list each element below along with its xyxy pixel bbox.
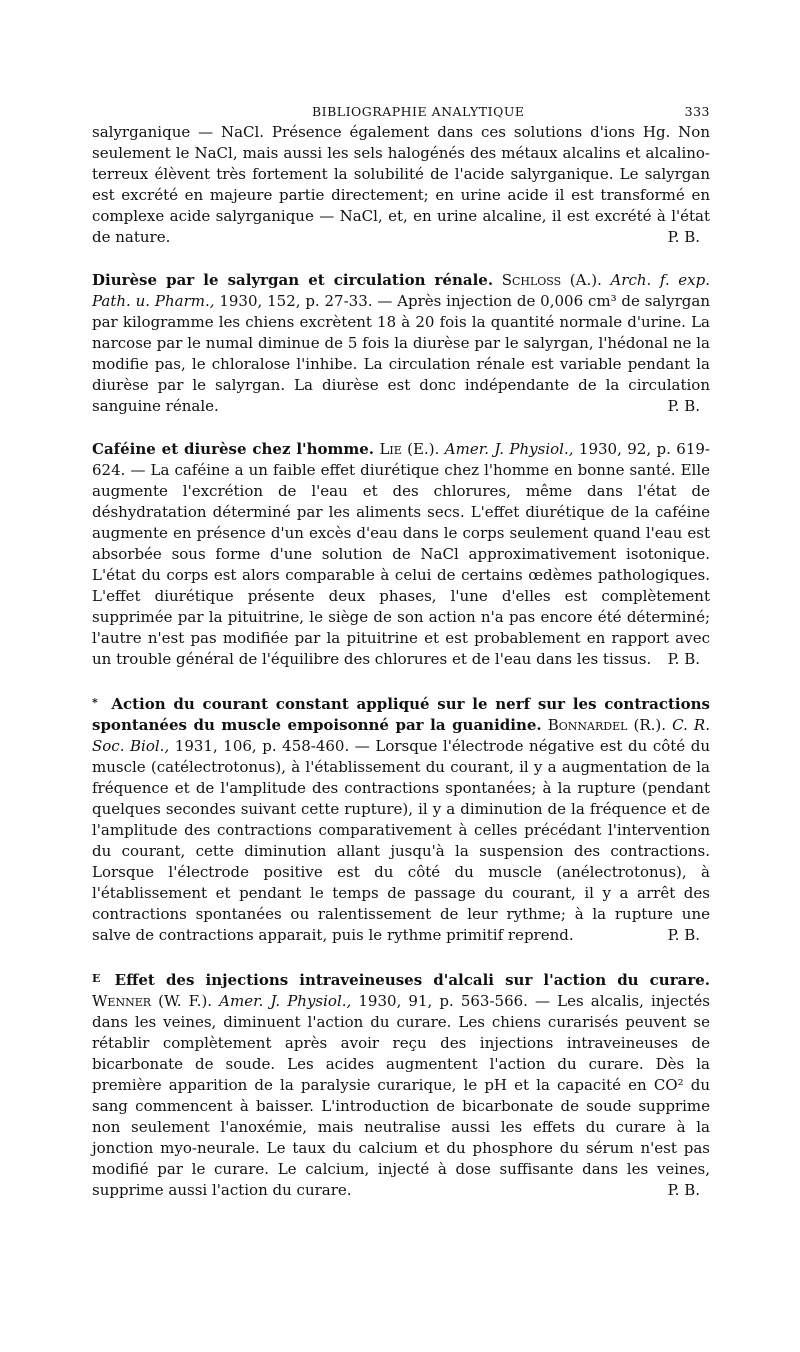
entry-journal: Arch. f. exp. Path. u. Pharm.,: [92, 271, 710, 310]
abstract-text: Lorsque l'électrode négative est du côté du muscle (catélectrotonus), à l'établissement du courant, il y a augmentation de la fréquence et de l'amplitude des contractions spontanées; à la rupture (pendant quelques secondes suivant cette rupture), il y a diminution de la fréquence et de l'amplitude des contractions comparativement à celles précédant l'intervention du courant, cette diminution allant jusqu'à la suspension des contractions. Lorsque l'électrode positive est du côté du muscle (anélectrotonus), à l'établissement et pendant le temps de passage du courant, il y a arrêt des contractions spontanées ou ralentissement de leur rythme; à la rupture une salve de contractions apparait, puis le rythme primitif reprend.: [92, 737, 710, 944]
entry-title: Diurèse par le salyrgan et circulation rénale.: [92, 271, 494, 289]
signature: P. B.: [667, 926, 700, 944]
page-number: 333: [684, 104, 710, 119]
abstract-text: salyrganique — NaCl. Présence également dans ces solutions d'ions Hg. Non seulement le NaCl, mais aussi les sels halogénés des métaux alcalins et alcalino-terreux élèvent très fortement la solubilité de l'acide salyrganique. Le salyrgan est excrété en majeure partie directement; en urine acide il est transformé en complexe acide salyrganique — NaCl, et, en urine alcaline, il est excrété à l'état de nature.: [92, 123, 710, 246]
entry-journal: Amer. J. Physiol.,: [219, 992, 352, 1010]
abstract-text: Les alcalis, injectés dans les veines, diminuent l'action du curare. Les chiens curarisés peuvent se rétablir complètement après avoir reçu des injections intraveineuses de bicarbonate de soude. Les acides augmentent l'action du curare. Dès la première apparition de la paralysie curarique, le pH et la capacité en CO² du sang commencent à baisser. L'introduction de bicarbonate de soude supprime non seulement l'anoxémie, mais neutralise aussi les effets du curare à la jonction myo-neurale. Le taux du calcium et du phosphore du sérum n'est pas modifié par le curare. Le calcium, injecté à dose suffisante dans les veines, supprime aussi l'action du curare.: [92, 992, 710, 1199]
entry-title: Effet des injections intraveineuses d'alcali sur l'action du curare.: [114, 971, 710, 989]
signature: P. B.: [667, 228, 700, 246]
entry-author: Lie (E.).: [379, 440, 440, 458]
page: [92, 98, 710, 1201]
entry-reference: 1931, 106, p. 458-460. —: [174, 737, 370, 755]
entry-mark: *: [92, 696, 98, 709]
entry-title: Caféine et diurèse chez l'homme.: [92, 440, 375, 458]
signature: P. B.: [667, 650, 700, 668]
entry-reference: 1930, 91, p. 563-566. —: [358, 992, 551, 1010]
entry-author: Bonnardel (R.).: [547, 716, 667, 734]
signature: P. B.: [667, 1181, 700, 1199]
entry-author: Schloss (A.).: [501, 271, 602, 289]
abstract-entry: [92, 270, 710, 417]
abstract-entry: [92, 968, 710, 1201]
running-title: BIBLIOGRAPHIE ANALYTIQUE: [312, 104, 525, 119]
signature: P. B.: [667, 397, 700, 415]
abstract-entry: [92, 439, 710, 670]
abstract-text: La caféine a un faible effet diurétique chez l'homme en bonne santé. Elle augmente l'excrétion de l'eau et des chlorures, même dans l'état de déshydratation déterminé par les aliments secs. L'effet diurétique de la caféine augmente en présence d'un excès d'eau dans le corps seulement quand l'eau est absorbée sous forme d'une solution de NaCl approximativement isotonique. L'état du corps est alors comparable à celui de certains œdèmes pathologiques. L'effet diurétique présente deux phases, l'une d'elles est complètement supprimée par la pituitrine, le siège de son action n'a pas encore été déterminé; l'autre n'est pas modifiée par la pituitrine et est probablement en rapport avec un trouble général de l'équilibre des chlorures et de l'eau dans les tissus.: [92, 461, 710, 668]
entry-journal: Amer. J. Physiol.,: [444, 440, 574, 458]
entry-reference: 1930, 92, p. 619-624. —: [92, 440, 710, 479]
entry-mark: E: [92, 972, 101, 985]
abstract-entry: [92, 692, 710, 946]
entry-title: Action du courant constant appliqué sur le nerf sur les contractions spontanées du muscle empoisonné par la guanidine.: [92, 695, 710, 734]
entry-reference: 1930, 152, p. 27-33. —: [219, 292, 393, 310]
abstract-continuation: [92, 122, 710, 248]
entry-journal: C. R. Soc. Biol.,: [92, 716, 710, 755]
abstract-text: Après injection de 0,006 cm³ de salyrgan par kilogramme les chiens excrètent 18 à 20 fois la quantité normale d'urine. La narcose par le numal diminue de 5 fois la diurèse par le salyrgan, l'hédonal ne la modifie pas, le chloralose l'inhibe. La circulation rénale est variable pendant la diurèse par le salyrgan. La diurèse est donc indépendante de la circulation sanguine rénale.: [92, 292, 710, 415]
running-header: [92, 98, 710, 122]
entry-author: Wenner (W. F.).: [92, 992, 213, 1010]
